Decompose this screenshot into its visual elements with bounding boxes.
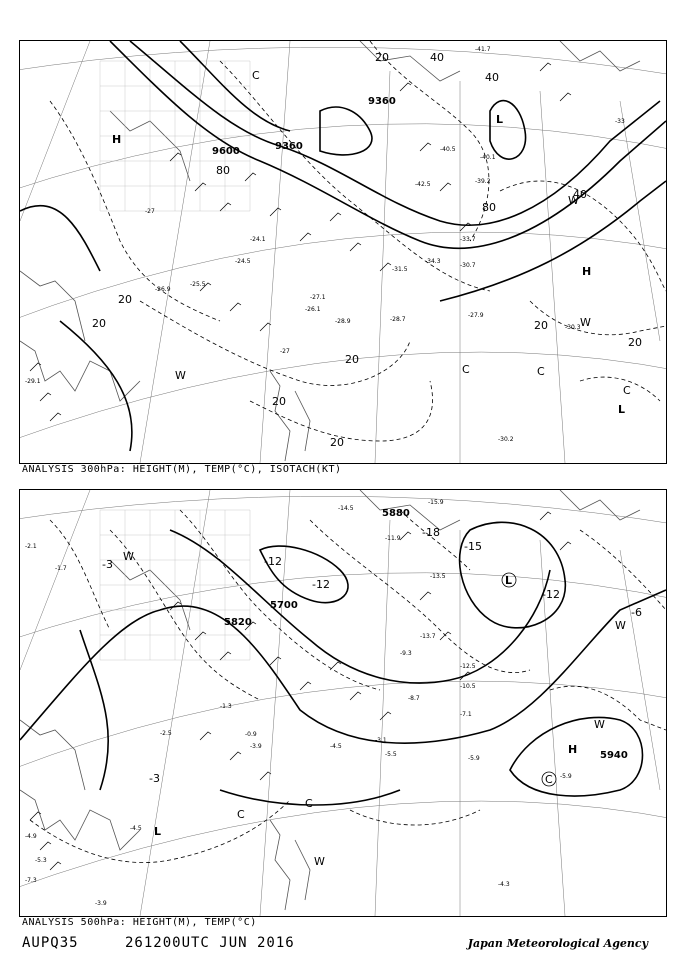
cold-center-label: C [237, 808, 245, 821]
warm-center-label: W [175, 369, 186, 382]
isotach-label: 20 [375, 51, 389, 64]
high-center-label: H [568, 743, 578, 756]
isotherm-label: -3 [102, 558, 113, 571]
height-contour-label: 9360 [275, 141, 303, 152]
station-value: -33 [615, 118, 625, 125]
isotherm-label: -12 [542, 588, 560, 601]
station-value: -7.3 [25, 877, 37, 884]
cold-center-label: C [623, 384, 631, 397]
isotherm-label: -6 [631, 606, 642, 619]
station-value: -25.5 [190, 281, 206, 288]
station-value: -13.5 [430, 573, 446, 580]
isotach-label: 20 [345, 353, 359, 366]
warm-center-label: W [123, 550, 134, 563]
warm-center-label: W [615, 619, 626, 632]
station-value: -42.5 [415, 181, 431, 188]
station-value: -27.1 [310, 294, 326, 301]
station-value: -27 [145, 208, 155, 215]
station-value: -5.3 [35, 857, 47, 864]
graticule [20, 41, 666, 463]
station-value: -40.1 [480, 154, 496, 161]
low-center-label: L [618, 403, 626, 416]
station-value: -7.1 [460, 711, 472, 718]
station-value: -15.9 [428, 499, 444, 506]
station-value: -27.9 [468, 312, 484, 319]
station-value: -24.5 [235, 258, 251, 265]
station-value: -10.5 [460, 683, 476, 690]
coastlines [20, 41, 640, 461]
station-value: -4.5 [330, 743, 342, 750]
high-center-label: H [112, 133, 122, 146]
cold-center-label: C [537, 365, 545, 378]
isotach-label: 20 [118, 293, 132, 306]
dense-grid-region [100, 61, 250, 211]
low-center-label: L [496, 113, 504, 126]
map-300hpa-svg [20, 41, 666, 463]
station-value: -39.2 [475, 178, 491, 185]
station-value: -0.9 [245, 731, 257, 738]
map-panel-300hpa [19, 40, 667, 464]
station-value: -3.9 [250, 743, 262, 750]
station-value: -3.1 [375, 737, 387, 744]
isotach-label: 40 [573, 188, 587, 201]
station-value: -9.3 [400, 650, 412, 657]
station-value: -31.5 [392, 266, 408, 273]
low-center-label: L [505, 574, 513, 587]
station-value: -4.3 [498, 881, 510, 888]
station-value: -30.7 [460, 262, 476, 269]
isotach-label: 80 [482, 201, 496, 214]
height-contour-label: 9600 [212, 146, 240, 157]
station-value: -28.9 [335, 318, 351, 325]
agency-name: Japan Meteorological Agency [467, 937, 648, 950]
isotherm-label: -12 [312, 578, 330, 591]
station-value: -30.3 [565, 324, 581, 331]
graticule [20, 490, 666, 916]
cold-center-label: C [462, 363, 470, 376]
isotherm-label: -12 [264, 555, 282, 568]
station-value: -28.7 [390, 316, 406, 323]
high-center-label: H [582, 265, 592, 278]
isotach-label: 20 [272, 395, 286, 408]
low-center-label: L [154, 825, 162, 838]
station-value: -2.5 [160, 730, 172, 737]
station-value: -26.1 [305, 306, 321, 313]
station-value: -12.5 [460, 663, 476, 670]
isotach-label: 40 [430, 51, 444, 64]
height-contours [20, 41, 666, 451]
station-value: -41.7 [475, 46, 491, 53]
cold-center-label: C [545, 773, 553, 786]
warm-center-label: W [580, 316, 591, 329]
station-value: -2.1 [25, 543, 37, 550]
caption-300hpa: ANALYSIS 300hPa: HEIGHT(M), TEMP(°C), ISOTACH(KT) [22, 464, 342, 475]
cold-center-label: C [305, 797, 313, 810]
chart-code: AUPQ35 [22, 935, 79, 951]
isotherms [50, 41, 666, 441]
station-value: -13.7 [420, 633, 436, 640]
station-value: -33.7 [460, 236, 476, 243]
isotherm-label: -15 [464, 540, 482, 553]
station-value: -14.5 [338, 505, 354, 512]
warm-center-label: W [568, 194, 579, 207]
station-value: -5.9 [560, 773, 572, 780]
height-contour-label: 5820 [224, 617, 252, 628]
map-panel-500hpa [19, 489, 667, 917]
warm-center-label: W [314, 855, 325, 868]
isotach-label: 20 [92, 317, 106, 330]
isotach-label: 40 [485, 71, 499, 84]
isotach-label: 20 [534, 319, 548, 332]
valid-time: 261200UTC JUN 2016 [125, 935, 295, 951]
station-value: -30.2 [498, 436, 514, 443]
map-500hpa-svg [20, 490, 666, 916]
station-value: -27 [280, 348, 290, 355]
station-value: -5.9 [468, 755, 480, 762]
station-value: -40.5 [440, 146, 456, 153]
station-value: -4.5 [130, 825, 142, 832]
station-value: -1.3 [220, 703, 232, 710]
station-value: -5.5 [385, 751, 397, 758]
station-value: -3.9 [95, 900, 107, 907]
station-value: -1.7 [55, 565, 67, 572]
station-value: -26.9 [155, 286, 171, 293]
isotherm-label: -18 [422, 526, 440, 539]
station-values [25, 46, 625, 443]
height-contour-label: 5880 [382, 508, 410, 519]
isotach-label: 20 [330, 436, 344, 449]
coastlines [20, 490, 640, 910]
height-contours [20, 522, 666, 805]
isotherm-label: -3 [149, 772, 160, 785]
station-value: -24.1 [250, 236, 266, 243]
warm-center-label: W [594, 718, 605, 731]
height-contour-label: 5700 [270, 600, 298, 611]
isotach-label: 80 [216, 164, 230, 177]
station-value: -29.1 [25, 378, 41, 385]
caption-500hpa: ANALYSIS 500hPa: HEIGHT(M), TEMP(°C) [22, 917, 257, 928]
cold-center-label: C [252, 69, 260, 82]
station-value: -4.9 [25, 833, 37, 840]
height-contour-label: 5940 [600, 750, 628, 761]
station-value: -8.7 [408, 695, 420, 702]
isotach-label: 20 [628, 336, 642, 349]
station-value: -11.9 [385, 535, 401, 542]
station-value: -34.3 [425, 258, 441, 265]
height-contour-label: 9360 [368, 96, 396, 107]
